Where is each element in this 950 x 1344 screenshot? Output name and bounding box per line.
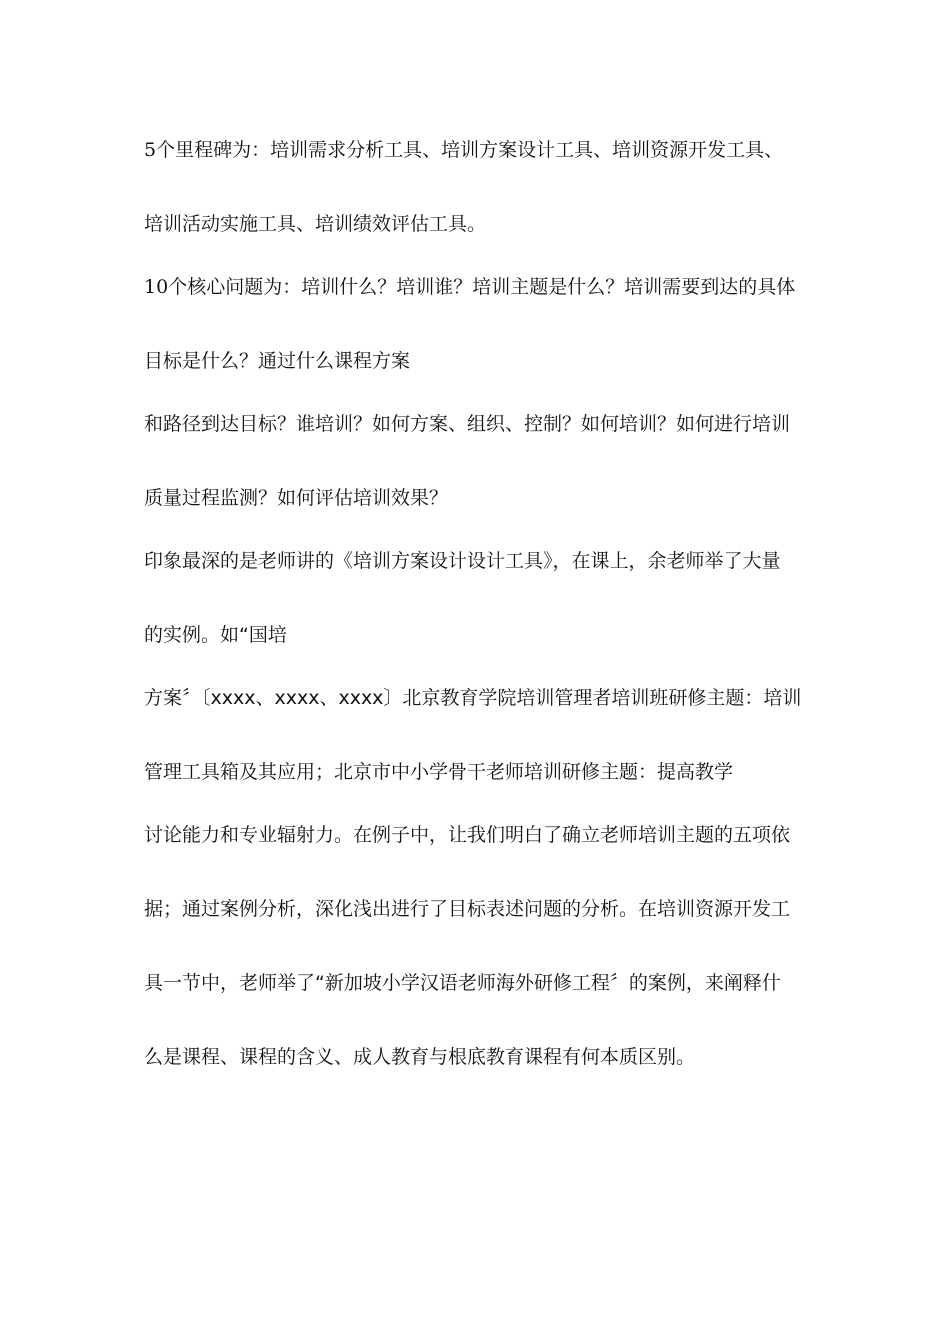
line-text: 印象最深的是老师讲的《培训方案设计设计工具》，在课上，余老师举了大量 [144,550,781,572]
text-line-9 [144,686,824,710]
text-line-4 [144,349,824,373]
text-line-10 [144,760,824,784]
line-text: 个里程碑为：培训需求分析工具、培训方案设计工具、培训资源开发工具、 [156,139,784,161]
line-text: 培训活动实施工具、培训绩效评估工具。 [144,213,487,235]
line-text: 方案〞〔xxxx、xxxx、xxxx〕北京教育学院培训管理者培训班研修主题：培训 [144,687,802,709]
text-line-7 [144,549,824,573]
line-text: 的实例。如“国培 [144,624,287,646]
text-line-2 [144,212,824,236]
text-line-11 [144,823,824,847]
text-line-3 [144,275,824,299]
line-text: 管理工具箱及其应用；北京市中小学骨干老师培训研修主题：提高教学 [144,761,734,783]
text-line-5 [144,412,824,436]
line-number-prefix: 5 [144,139,157,161]
line-text: 和路径到达目标？谁培训？如何方案、组织、控制？如何培训？如何进行培训 [144,413,791,435]
line-text: 个核心问题为：培训什么？培训谁？培训主题是什么？培训需要到达的具体 [168,276,796,298]
line-text: 质量过程监测？如何评估培训效果？ [144,487,449,509]
text-line-1 [144,138,824,162]
line-text: 据；通过案例分析，深化浅出进行了目标表述问题的分析。在培训资源开发工 [144,898,791,920]
line-number-prefix: 10 [144,276,169,298]
line-text: 目标是什么？通过什么课程方案 [144,350,411,372]
text-line-14 [144,1045,824,1069]
text-line-8 [144,623,824,647]
line-text: 么是课程、课程的含义、成人教育与根底教育课程有何本质区别。 [144,1046,696,1068]
line-text: 讨论能力和专业辐射力。在例子中，让我们明白了确立老师培训主题的五项依 [144,824,791,846]
line-text: 具一节中，老师举了“新加坡小学汉语老师海外研修工程〞的案例，来阐释什 [144,972,781,994]
text-line-12 [144,897,824,921]
text-line-13 [144,971,824,995]
text-line-6 [144,486,824,510]
